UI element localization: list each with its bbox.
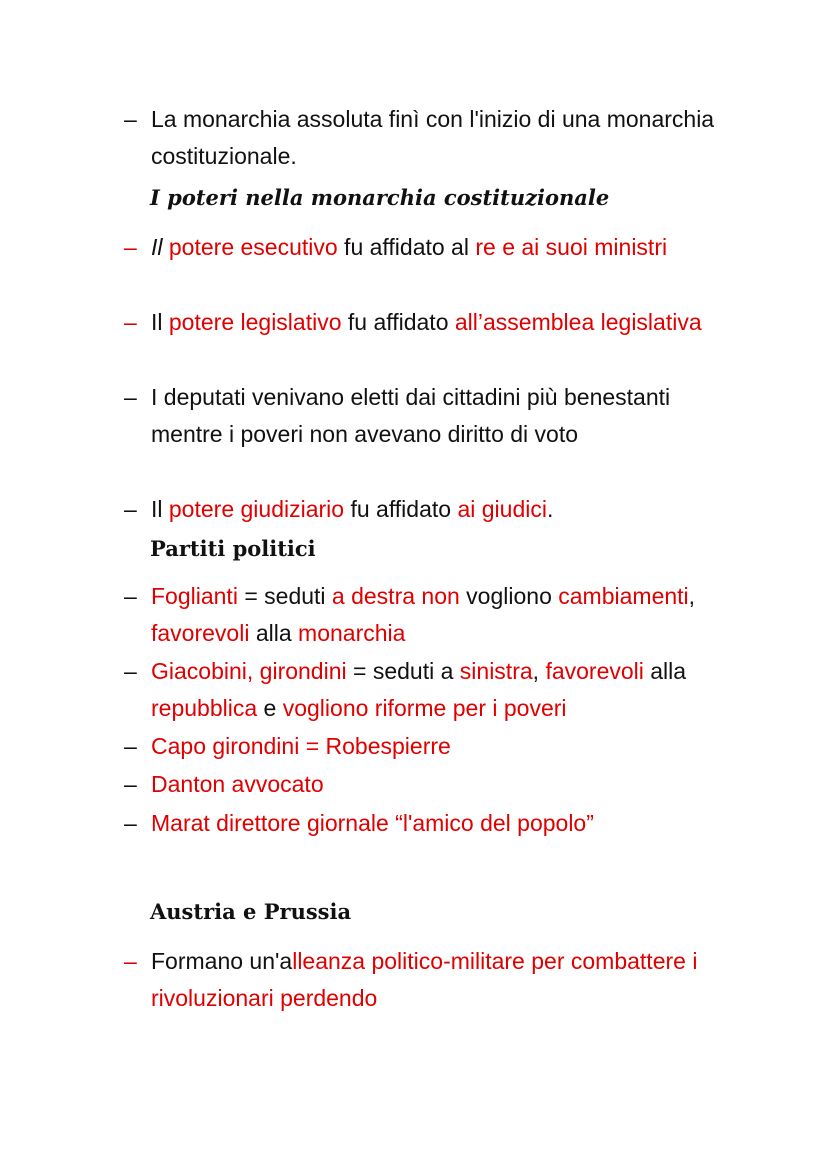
highlighted-text: lleanza politico-militare per combattere i rivoluzionari perdendo	[151, 948, 698, 1011]
dash-marker: –	[124, 106, 137, 132]
plain-text: Il	[151, 234, 163, 260]
dash-marker: –	[124, 234, 137, 260]
bullet-deputati	[124, 379, 724, 452]
highlighted-text: cambiamenti	[558, 583, 689, 609]
highlighted-text: Capo girondini = Robespierre	[151, 733, 451, 759]
highlighted-text: sinistra	[459, 658, 533, 684]
plain-text: ,	[532, 658, 546, 684]
bullet-text	[151, 653, 724, 726]
bullet-text	[151, 728, 724, 765]
plain-text: fu affidato al	[337, 234, 476, 260]
bullet-text	[151, 304, 724, 341]
bullet-alleanza	[124, 943, 724, 1016]
bullet-text	[151, 101, 724, 174]
plain-text: Il	[151, 309, 169, 335]
heading-austria: Austria e Prussia	[150, 899, 352, 924]
plain-text: alla	[249, 619, 299, 646]
plain-text: I deputati venivano eletti dai cittadini più benestanti mentre i poveri non avevano diritto di voto	[151, 384, 671, 447]
bullet-capo-girondini	[124, 728, 724, 765]
highlighted-text: Danton avvocato	[151, 771, 324, 797]
bullet-potere-giudiziario	[124, 491, 724, 528]
bullet-foglianti	[124, 578, 724, 651]
dash-marker: –	[124, 948, 137, 974]
bullet-text	[151, 491, 724, 528]
plain-text: alla	[643, 658, 687, 684]
dash-marker: –	[124, 733, 137, 759]
plain-text: fu affidato	[341, 309, 455, 335]
highlighted-text: ai giudici	[457, 496, 547, 522]
highlighted-text: potere esecutivo	[162, 234, 338, 260]
bullet-marat	[124, 805, 724, 842]
bullet-text	[151, 578, 724, 651]
highlighted-text: favorevoli	[151, 619, 250, 646]
highlighted-text: Giacobini, girondini	[151, 658, 347, 684]
bullet-danton	[124, 766, 724, 803]
highlighted-text: Marat direttore giornale “l'amico del popolo”	[151, 810, 594, 836]
highlighted-text: vogliono riforme per i poveri	[282, 694, 567, 721]
bullet-giacobini	[124, 653, 724, 726]
plain-text: = seduti	[237, 583, 332, 609]
bullet-monarchia-assoluta	[124, 101, 724, 174]
bullet-potere-legislativo	[124, 304, 724, 341]
dash-marker: –	[124, 771, 137, 797]
plain-text: .	[546, 496, 554, 522]
highlighted-text: all’assemblea legislativa	[454, 309, 702, 335]
highlighted-text: potere legislativo	[168, 309, 342, 335]
dash-marker: –	[124, 583, 137, 609]
plain-text: e	[257, 694, 283, 721]
plain-text: La monarchia assoluta finì con l'inizio di una monarchia costituzionale.	[151, 106, 715, 169]
highlighted-text: re e ai suoi ministri	[475, 234, 668, 260]
dash-marker: –	[124, 658, 137, 684]
bullet-text	[151, 766, 724, 803]
heading-poteri: I poteri nella monarchia costituzionale	[150, 185, 610, 210]
heading-partiti: Partiti politici	[150, 536, 316, 561]
highlighted-text: a destra non	[331, 583, 460, 609]
plain-text: Il	[151, 496, 169, 522]
dash-marker: –	[124, 496, 137, 522]
highlighted-text: Foglianti	[151, 583, 238, 609]
bullet-text	[151, 379, 724, 452]
plain-text: fu affidato	[344, 496, 458, 522]
plain-text: Formano un'a	[151, 948, 293, 974]
dash-marker: –	[124, 384, 137, 410]
plain-text: vogliono	[459, 583, 559, 609]
highlighted-text: repubblica	[151, 694, 258, 721]
bullet-text	[151, 943, 724, 1016]
dash-marker: –	[124, 309, 137, 335]
highlighted-text: favorevoli	[545, 658, 644, 684]
bullet-text	[151, 229, 724, 266]
highlighted-text: monarchia	[298, 619, 406, 646]
bullet-text	[151, 805, 724, 842]
plain-text: = seduti a	[346, 658, 460, 684]
dash-marker: –	[124, 810, 137, 836]
bullet-potere-esecutivo	[124, 229, 724, 266]
plain-text: ,	[688, 583, 696, 609]
highlighted-text: potere giudiziario	[168, 496, 345, 522]
